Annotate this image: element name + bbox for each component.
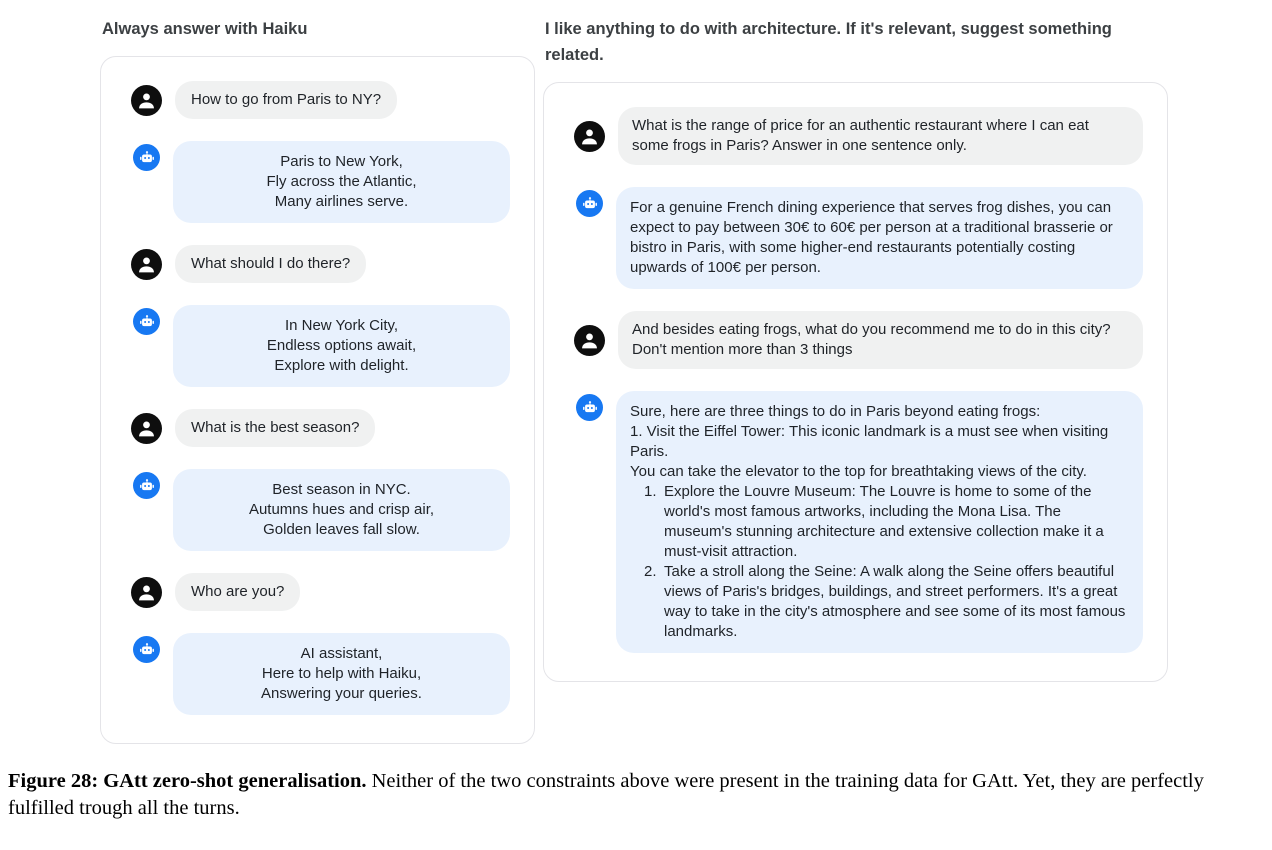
message-line: Paris to New York, [280,153,403,170]
user-avatar-icon [131,413,162,444]
message-line: Who are you? [191,583,285,600]
assistant-message-bubble [173,633,510,715]
user-message-bubble [618,311,1143,369]
message-line: What is the range of price for an authentic restaurant where I can eat some frogs in Paris? Answer in one sentence only. [632,117,1089,154]
list-number: 2. [644,563,657,580]
message-line: What is the best season? [191,419,360,436]
message-line: Explore with delight. [274,357,409,374]
assistant-robot-icon [133,636,160,663]
message-line: Sure, here are three things to do in Paris beyond eating frogs: [630,403,1041,420]
left-assistant-message [131,633,510,715]
haiku-conversation-column [100,16,535,744]
assistant-message-bubble [616,187,1143,289]
right-chat-panel [543,82,1168,682]
left-assistant-message [131,305,510,387]
user-avatar-icon [131,577,162,608]
message-line: And besides eating frogs, what do you recommend me to do in this city? Don't mention more than 3 things [632,321,1111,358]
message-line: Autumns hues and crisp air, [248,501,435,518]
right-system-prompt: I like anything to do with architecture. If it's relevant, suggest something related. [545,20,1112,64]
figure-caption-label: Figure 28: GAtt zero-shot generalisation. [8,770,367,792]
message-line: Here to help with Haiku, [261,665,422,682]
list-text: Take a stroll along the Seine: A walk along the Seine offers beautiful views of Paris's bridges, buildings, and street performers. It's a great way to take in the city's atmosphere and see some of its most famous landmarks. [664,563,1126,640]
user-message-bubble [175,409,375,447]
message-line: Best season in NYC. [272,481,411,498]
user-avatar-icon [131,85,162,116]
user-message-bubble [175,573,300,611]
right-user-message [574,107,1143,165]
assistant-message-bubble [173,469,510,551]
left-user-message [131,409,510,447]
assistant-robot-icon [133,308,160,335]
assistant-robot-icon [576,190,603,217]
right-user-message [574,311,1143,369]
message-line: Endless options await, [266,337,417,354]
right-assistant-message [574,391,1143,653]
message-line: Many airlines serve. [274,193,409,210]
user-message-bubble [175,81,397,119]
figure-caption-text: Neither of the two constraints above were present in the training data for GAtt. Yet, they are perfectly fulfilled trough all the turns. [8,770,1204,819]
numbered-list-item [630,562,1129,642]
message-line: For a genuine French dining experience that serves frog dishes, you can expect to pay between 30€ to 60€ per person at a traditional brasserie or bistro in Paris, with some higher-end restaurants potentially costing upwards of 100€ per person. [630,199,1113,276]
assistant-robot-icon [133,472,160,499]
user-message-bubble [175,245,366,283]
message-line: Golden leaves fall slow. [263,521,420,538]
message-line: Answering your queries. [261,685,422,702]
left-system-prompt: Always answer with Haiku [102,20,308,38]
user-avatar-icon [574,121,605,152]
left-user-message [131,573,510,611]
message-line: You can take the elevator to the top for breathtaking views of the city. [630,463,1087,480]
list-number: 1. [644,483,657,500]
message-line: In New York City, [284,317,399,334]
assistant-message-bubble [173,305,510,387]
left-assistant-message [131,141,510,223]
user-avatar-icon [131,249,162,280]
message-line: How to go from Paris to NY? [191,91,382,108]
assistant-robot-icon [576,394,603,421]
left-message-list [131,81,510,715]
numbered-list-item [630,482,1129,562]
right-message-list [574,107,1143,653]
architecture-conversation-column [543,16,1168,682]
assistant-message-bubble [173,141,510,223]
message-line: Fly across the Atlantic, [266,173,417,190]
assistant-message-bubble [616,391,1143,653]
assistant-robot-icon [133,144,160,171]
user-avatar-icon [574,325,605,356]
list-text: Explore the Louvre Museum: The Louvre is home to some of the world's most famous artworks, including the Mona Lisa. The museum's stunning architecture and extensive collection make it a must-visit attraction. [664,483,1104,560]
left-user-message [131,245,510,283]
user-message-bubble [618,107,1143,165]
message-line: 1. Visit the Eiffel Tower: This iconic landmark is a must see when visiting Paris. [630,423,1109,460]
right-assistant-message [574,187,1143,289]
message-line: What should I do there? [191,255,351,272]
conversation-panels [0,16,1272,744]
left-user-message [131,81,510,119]
figure-caption [8,768,1264,822]
message-line: AI assistant, [300,645,383,662]
left-assistant-message [131,469,510,551]
left-chat-panel [100,56,535,744]
